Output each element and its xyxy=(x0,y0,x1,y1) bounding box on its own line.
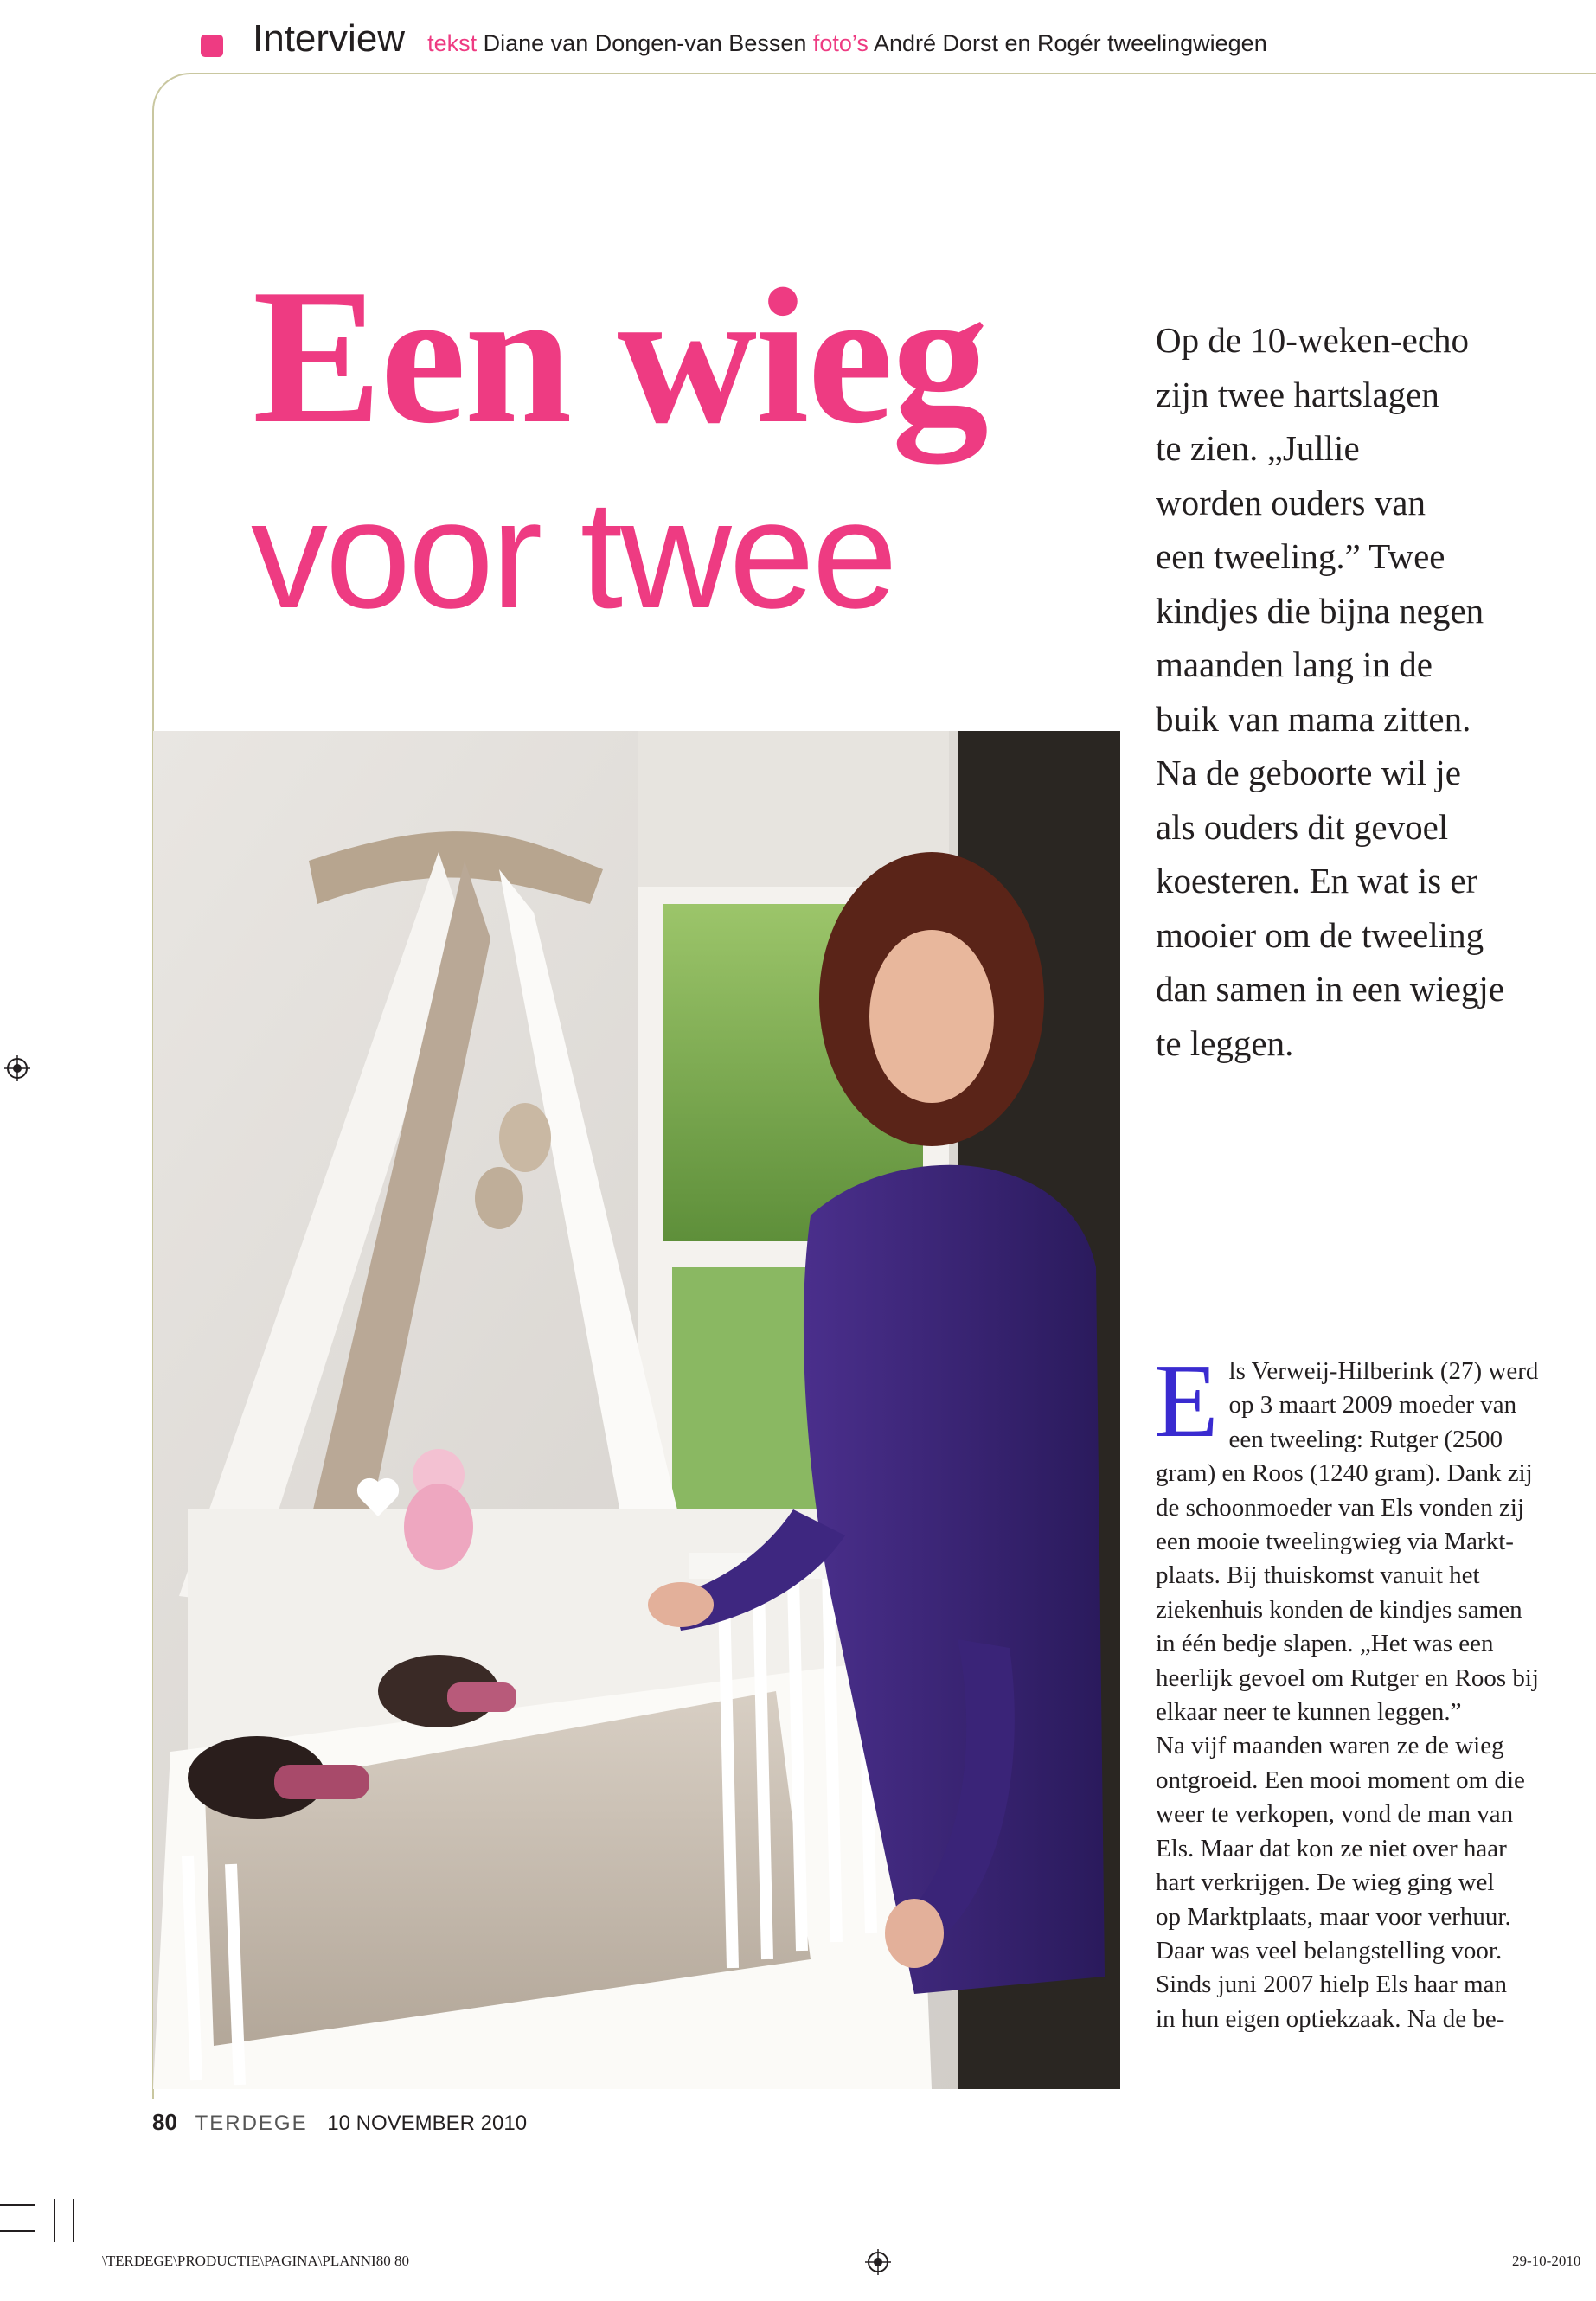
intro-line: worden ouders van xyxy=(1156,482,1426,522)
article-line: hart verkrijgen. De wieg ging wel xyxy=(1156,1868,1495,1897)
intro-line: kindjes die bijna negen xyxy=(1156,590,1484,631)
issue-date: 10 NOVEMBER 2010 xyxy=(327,2112,528,2135)
page-footer xyxy=(152,2109,527,2136)
intro-line: zijn twee hartslagen xyxy=(1156,374,1439,414)
drop-cap: E xyxy=(1154,1343,1219,1459)
article-line: heerlijk gevoel om Rutger en Roos bij xyxy=(1156,1663,1539,1692)
article-line: weer te verkopen, vond de man van xyxy=(1156,1800,1514,1829)
text-credit-label: tekst xyxy=(427,30,478,56)
pink-square-icon xyxy=(201,35,223,57)
intro-line: een tweeling.” Twee xyxy=(1156,536,1445,576)
registration-mark-icon xyxy=(4,1055,30,1081)
slug-page: 80 xyxy=(394,2253,409,2269)
article-line: in hun eigen optiekzaak. Na de be- xyxy=(1156,2004,1505,2033)
intro-line: koesteren. En wat is er xyxy=(1156,861,1478,901)
article-line: gram) en Roos (1240 gram). Dank zij xyxy=(1156,1459,1533,1488)
crop-mark xyxy=(54,2199,55,2242)
photographer-names: André Dorst en Rogér tweelingwiegen xyxy=(873,30,1267,56)
article-line: ls Verweij-Hilberink (27) werd xyxy=(1228,1357,1539,1385)
article-line: ziekenhuis konden de kindjes samen xyxy=(1156,1595,1522,1624)
article-line: Els. Maar dat kon ze niet over haar xyxy=(1156,1834,1507,1862)
intro-line: Na de geboorte wil je xyxy=(1156,753,1461,792)
article-line: Na vijf maanden waren ze de wieg xyxy=(1156,1732,1504,1760)
article-line: op Marktplaats, maar voor verhuur. xyxy=(1156,1902,1511,1931)
article-line: elkaar neer te kunnen leggen.” xyxy=(1156,1698,1462,1727)
intro-line: dan samen in een wiegje xyxy=(1156,969,1505,1009)
crop-mark xyxy=(73,2199,74,2242)
article-line: ontgroeid. Een mooi moment om die xyxy=(1156,1766,1525,1794)
article-header xyxy=(201,17,1267,69)
crop-mark xyxy=(0,2204,35,2206)
article-line: een tweeling: Rutger (2500 xyxy=(1228,1425,1503,1453)
article-line: de schoonmoeder van Els vonden zij xyxy=(1156,1493,1525,1522)
intro-line: te zien. „Jullie xyxy=(1156,428,1360,468)
article-line: een mooie tweelingwieg via Markt- xyxy=(1156,1528,1514,1556)
registration-mark-icon xyxy=(865,2249,891,2275)
magazine-name: TERDEGE xyxy=(195,2112,308,2135)
intro-line: Op de 10-weken-echo xyxy=(1156,320,1470,360)
article-line: plaats. Bij thuiskomst vanuit het xyxy=(1156,1561,1480,1590)
intro-line: te leggen. xyxy=(1156,1022,1294,1063)
intro-line: maanden lang in de xyxy=(1156,644,1433,684)
article-line: in één bedje slapen. „Het was een xyxy=(1156,1630,1494,1658)
slug-path: \TERDEGE\PRODUCTIE\PAGINA\PLANNI80 xyxy=(102,2253,391,2269)
author-name: Diane van Dongen-van Bessen xyxy=(483,30,807,56)
article-subtitle: voor twee xyxy=(251,468,895,640)
photo-credit-label: foto’s xyxy=(812,30,869,56)
credits-line xyxy=(427,30,1267,57)
intro-line: mooier om de tweeling xyxy=(1156,914,1484,955)
intro-paragraph xyxy=(1156,313,1571,1070)
article-line: op 3 maart 2009 moeder van xyxy=(1228,1391,1517,1420)
article-title: Een wieg xyxy=(253,249,987,464)
article-body xyxy=(1154,1343,1571,2036)
article-photo xyxy=(153,731,1120,2089)
article-line: Daar was veel belangstelling voor. xyxy=(1156,1936,1503,1965)
section-label: Interview xyxy=(253,17,406,60)
page-number: 80 xyxy=(152,2109,177,2135)
article-line: Sinds juni 2007 hielp Els haar man xyxy=(1156,1971,1507,1999)
crop-mark xyxy=(0,2230,35,2232)
slug-date: 29-10-2010 xyxy=(1512,2253,1581,2269)
intro-line: buik van mama zitten. xyxy=(1156,698,1471,739)
print-slug xyxy=(102,2253,409,2270)
intro-line: als ouders dit gevoel xyxy=(1156,806,1449,847)
